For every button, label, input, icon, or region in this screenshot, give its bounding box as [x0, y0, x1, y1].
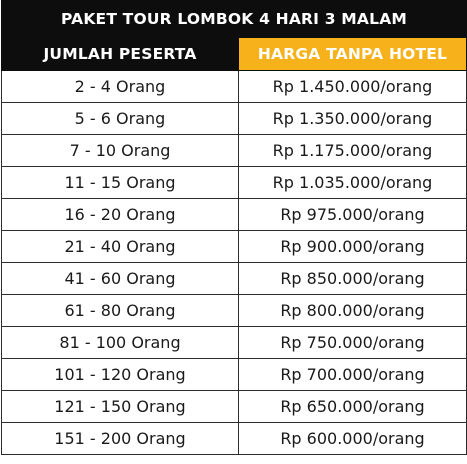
price-cell: Rp 975.000/orang — [239, 199, 467, 231]
table-row — [2, 167, 467, 199]
price-cell: Rp 1.350.000/orang — [239, 103, 467, 135]
table-row — [2, 295, 467, 327]
participants-cell: 81 - 100 Orang — [2, 327, 239, 359]
price-cell: Rp 800.000/orang — [239, 295, 467, 327]
table-row — [2, 359, 467, 391]
participants-cell: 2 - 4 Orang — [2, 71, 239, 103]
participants-cell: 5 - 6 Orang — [2, 103, 239, 135]
header-row — [2, 38, 467, 71]
table-row — [2, 423, 467, 455]
table-row — [2, 135, 467, 167]
table-row — [2, 391, 467, 423]
table-row — [2, 231, 467, 263]
price-cell: Rp 750.000/orang — [239, 327, 467, 359]
price-cell: Rp 850.000/orang — [239, 263, 467, 295]
table-title: PAKET TOUR LOMBOK 4 HARI 3 MALAM — [2, 1, 467, 38]
price-cell: Rp 1.450.000/orang — [239, 71, 467, 103]
participants-cell: 16 - 20 Orang — [2, 199, 239, 231]
participants-cell: 121 - 150 Orang — [2, 391, 239, 423]
price-cell: Rp 1.175.000/orang — [239, 135, 467, 167]
table-row — [2, 263, 467, 295]
price-table — [1, 0, 467, 455]
table-body — [2, 71, 467, 455]
price-cell: Rp 900.000/orang — [239, 231, 467, 263]
price-cell: Rp 650.000/orang — [239, 391, 467, 423]
price-column-header: HARGA TANPA HOTEL — [239, 38, 467, 71]
participants-cell: 21 - 40 Orang — [2, 231, 239, 263]
price-cell: Rp 600.000/orang — [239, 423, 467, 455]
price-cell: Rp 700.000/orang — [239, 359, 467, 391]
table-row — [2, 199, 467, 231]
table-row — [2, 103, 467, 135]
participants-cell: 41 - 60 Orang — [2, 263, 239, 295]
table-row — [2, 327, 467, 359]
participants-cell: 7 - 10 Orang — [2, 135, 239, 167]
participants-cell: 101 - 120 Orang — [2, 359, 239, 391]
title-row — [2, 1, 467, 38]
price-cell: Rp 1.035.000/orang — [239, 167, 467, 199]
participants-column-header: JUMLAH PESERTA — [2, 38, 239, 71]
participants-cell: 151 - 200 Orang — [2, 423, 239, 455]
participants-cell: 61 - 80 Orang — [2, 295, 239, 327]
participants-cell: 11 - 15 Orang — [2, 167, 239, 199]
table-row — [2, 71, 467, 103]
